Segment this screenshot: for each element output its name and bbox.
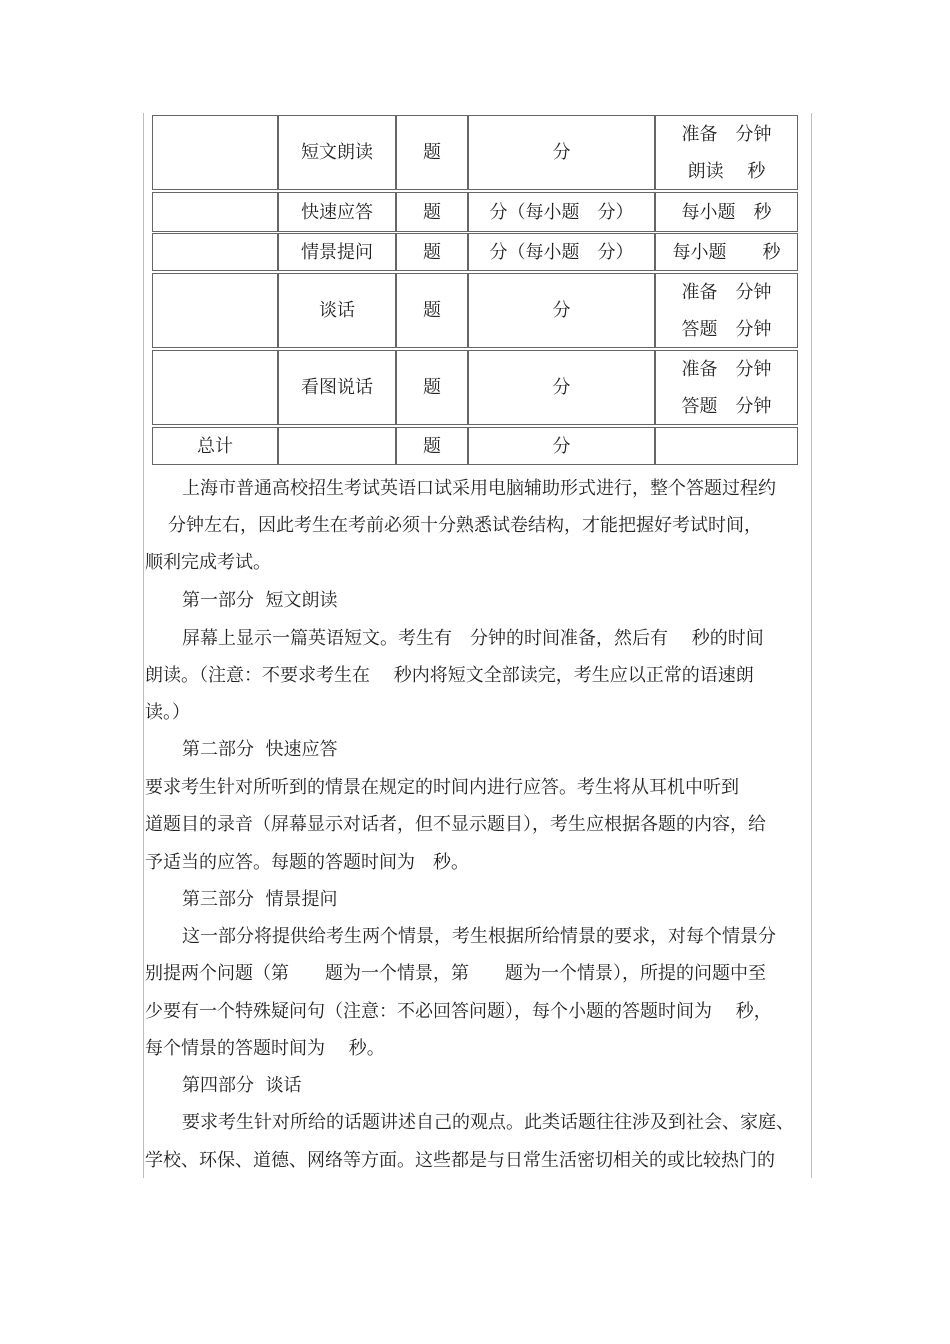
table-cell-time: 每小题 秒 bbox=[655, 192, 798, 232]
body-line: 少要有一个特殊疑问句（注意：不必回答问题），每个小题的答题时间为 秒， bbox=[145, 1001, 772, 1022]
table-cell-name bbox=[152, 192, 278, 232]
body-line: 屏幕上显示一篇英语短文。考生有 分钟的时间准备，然后有 秒的时间 bbox=[182, 628, 764, 649]
body-line: 要求考生针对所听到的情景在规定的时间内进行应答。考生将从耳机中听到 bbox=[145, 777, 739, 798]
body-line: 分钟左右，因此考生在考前必须十分熟悉试卷结构，才能把握好考试时间， bbox=[168, 515, 762, 536]
body-line: 这一部分将提供给考生两个情景，考生根据所给情景的要求，对每个情景分 bbox=[182, 926, 776, 947]
section-heading: 第一部分 短文朗读 bbox=[182, 590, 338, 611]
body-line: 顺利完成考试。 bbox=[145, 552, 271, 573]
table-cell-score: 分 bbox=[468, 350, 655, 425]
body-line: 道题目的录音（屏幕显示对话者，但不显示题目），考生应根据各题的内容，给 bbox=[145, 814, 766, 835]
table-cell-time: 准备 分钟 答题 分钟 bbox=[655, 350, 798, 425]
table-cell-time: 每小题 秒 bbox=[655, 233, 798, 271]
table-cell-count: 题 bbox=[396, 273, 468, 348]
table-cell-count: 题 bbox=[396, 192, 468, 232]
table-cell-name bbox=[152, 273, 278, 348]
table-cell-name bbox=[152, 233, 278, 271]
table-cell-section: 情景提问 bbox=[278, 233, 396, 271]
table-cell-score: 分（每小题 分） bbox=[468, 233, 655, 271]
body-line: 要求考生针对所给的话题讲述自己的观点。此类话题往往涉及到社会、家庭、 bbox=[182, 1112, 794, 1133]
table-cell-name: 总计 bbox=[152, 427, 278, 465]
table-cell-section: 看图说话 bbox=[278, 350, 396, 425]
table-cell-count: 题 bbox=[396, 350, 468, 425]
table-cell-score: 分 bbox=[468, 427, 655, 465]
body-line: 每个情景的答题时间为 秒。 bbox=[145, 1038, 385, 1059]
body-line: 别提两个问题（第 题为一个情景，第 题为一个情景），所提的问题中至 bbox=[145, 963, 766, 984]
body-line: 读。） bbox=[145, 702, 190, 723]
table-cell-count: 题 bbox=[396, 115, 468, 190]
section-heading: 第四部分 谈话 bbox=[182, 1075, 302, 1096]
body-line: 学校、环保、道德、网络等方面。这些都是与日常生活密切相关的或比较热门的 bbox=[145, 1150, 775, 1171]
table-cell-score: 分 bbox=[468, 273, 655, 348]
table-cell-section: 谈话 bbox=[278, 273, 396, 348]
table-cell-time: 准备 分钟 答题 分钟 bbox=[655, 273, 798, 348]
table-cell-section: 短文朗读 bbox=[278, 115, 396, 190]
body-line: 上海市普通高校招生考试英语口试采用电脑辅助形式进行，整个答题过程约 bbox=[182, 478, 776, 499]
body-line: 朗读。（注意：不要求考生在 秒内将短文全部读完，考生应以正常的语速朗 bbox=[145, 665, 754, 686]
table-cell-score: 分 bbox=[468, 115, 655, 190]
table-cell-score: 分（每小题 分） bbox=[468, 192, 655, 232]
section-heading: 第三部分 情景提问 bbox=[182, 889, 338, 910]
table-cell-time: 准备 分钟 朗读 秒 bbox=[655, 115, 798, 190]
table-cell-name bbox=[152, 115, 278, 190]
section-heading: 第二部分 快速应答 bbox=[182, 739, 338, 760]
body-line: 予适当的应答。每题的答题时间为 秒。 bbox=[145, 852, 469, 873]
table-cell-name bbox=[152, 350, 278, 425]
table-cell-time bbox=[655, 427, 798, 465]
table-cell-count: 题 bbox=[396, 233, 468, 271]
table-cell-count: 题 bbox=[396, 427, 468, 465]
table-cell-section: 快速应答 bbox=[278, 192, 396, 232]
table-cell-section bbox=[278, 427, 396, 465]
